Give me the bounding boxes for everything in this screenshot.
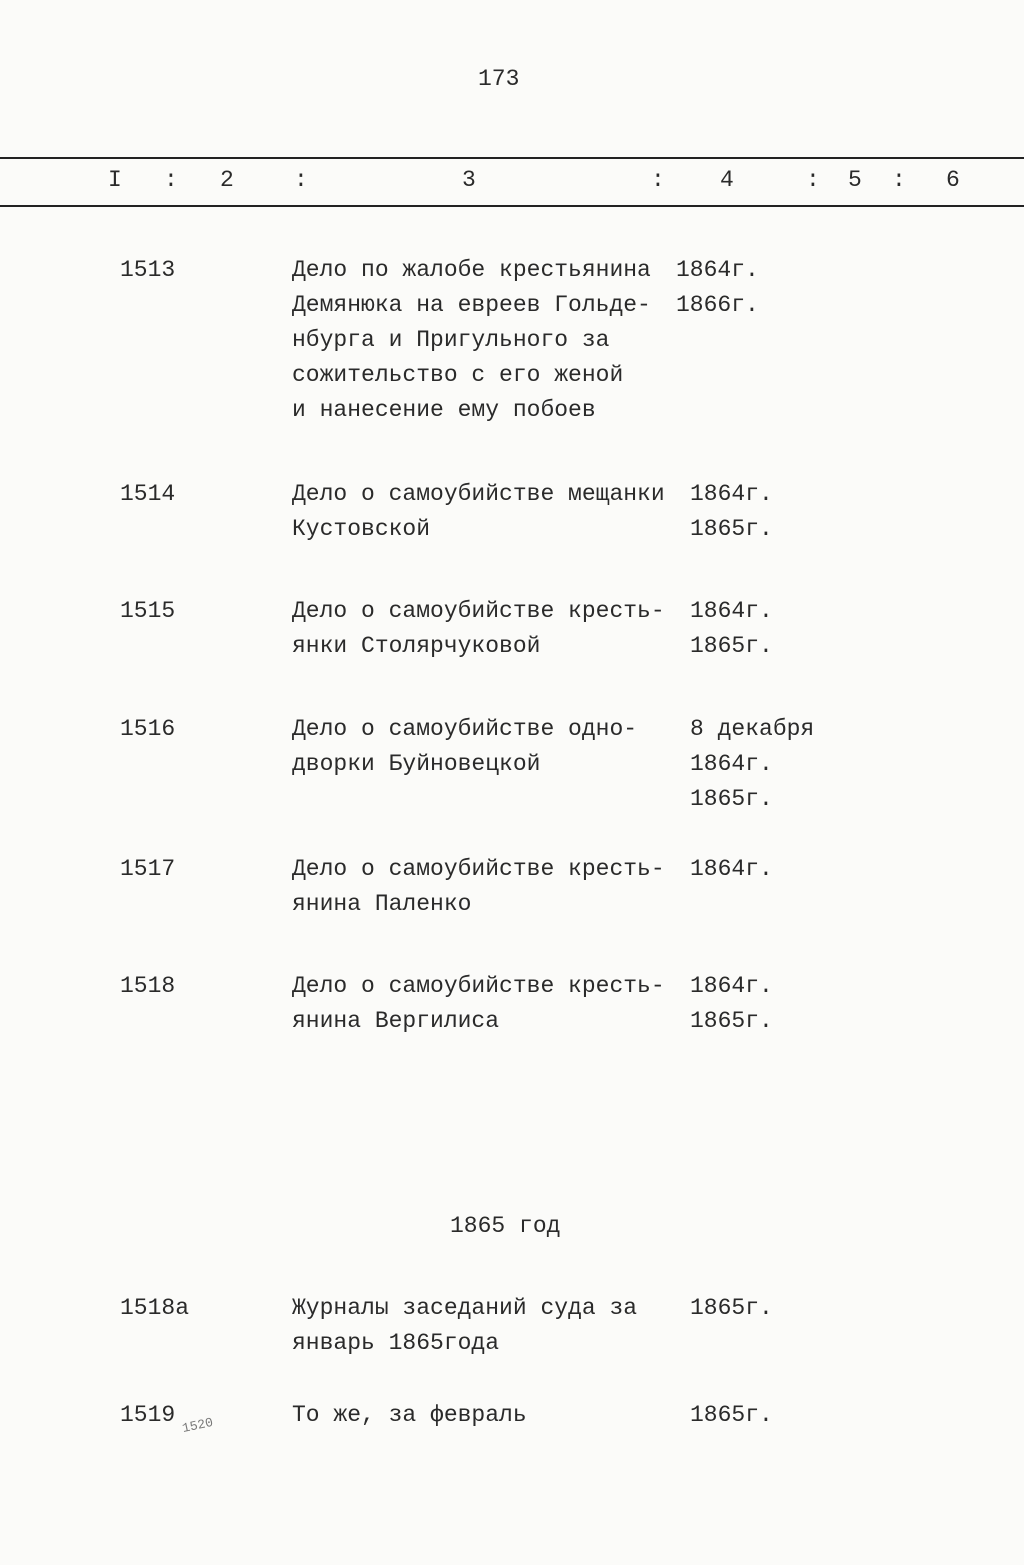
date-line: 1864г. bbox=[676, 257, 759, 283]
col-separator: : bbox=[164, 167, 178, 193]
entry-number: 1519 bbox=[120, 1402, 176, 1428]
entry-description bbox=[292, 1291, 637, 1361]
entry-description bbox=[292, 594, 665, 664]
header-bottom-rule bbox=[0, 205, 1024, 207]
col-header-4: 4 bbox=[720, 167, 734, 193]
section-heading: 1865 год bbox=[450, 1213, 561, 1239]
col-separator: : bbox=[651, 167, 665, 193]
description-line: янки Столярчуковой bbox=[292, 633, 541, 659]
description-line: Дело о самоубийстве кресть- bbox=[292, 973, 665, 999]
entry-dates bbox=[690, 477, 773, 547]
col-separator: : bbox=[294, 167, 308, 193]
entry-number: 1513 bbox=[120, 257, 176, 283]
date-line: 1864г. bbox=[690, 598, 773, 624]
date-line: 1864г. bbox=[690, 751, 773, 777]
description-line: январь 1865года bbox=[292, 1330, 500, 1356]
entry-dates bbox=[690, 1398, 773, 1433]
col-header-3: 3 bbox=[462, 167, 476, 193]
description-line: Демянюка на евреев Гольде- bbox=[292, 292, 651, 318]
description-line: Дело о самоубийстве одно- bbox=[292, 716, 638, 742]
description-line: Журналы заседаний суда за bbox=[292, 1295, 638, 1321]
entry-dates bbox=[690, 594, 773, 664]
description-line: янина Вергилиса bbox=[292, 1008, 500, 1034]
entry-number: 1514 bbox=[120, 481, 176, 507]
entry-description bbox=[292, 1398, 527, 1433]
entry-description bbox=[292, 969, 665, 1039]
col-header-5: 5 bbox=[848, 167, 862, 193]
description-line: Дело о самоубийстве кресть- bbox=[292, 598, 665, 624]
description-line: дворки Буйновецкой bbox=[292, 751, 541, 777]
date-line: 1864г. bbox=[690, 856, 773, 882]
page-number: 173 bbox=[478, 66, 520, 92]
date-line: 1865г. bbox=[690, 1295, 773, 1321]
description-line: янина Паленко bbox=[292, 891, 472, 917]
description-line: сожительство с его женой bbox=[292, 362, 624, 388]
entry-number: 1518а bbox=[120, 1295, 190, 1321]
entry-number: 1515 bbox=[120, 598, 176, 624]
entry-description bbox=[292, 477, 665, 547]
entry-description bbox=[292, 712, 637, 782]
entry-number: 1516 bbox=[120, 716, 176, 742]
date-line: 1865г. bbox=[690, 1402, 773, 1428]
date-line: 1865г. bbox=[690, 633, 773, 659]
date-line: 1866г. bbox=[676, 292, 759, 318]
entry-dates bbox=[690, 969, 773, 1039]
date-line: 1865г. bbox=[690, 1008, 773, 1034]
entry-number: 1518 bbox=[120, 973, 176, 999]
date-line: 1864г. bbox=[690, 973, 773, 999]
handwritten-note: 1520 bbox=[180, 1414, 215, 1437]
col-header-1: I bbox=[108, 167, 122, 193]
entry-dates bbox=[690, 712, 814, 817]
col-separator: : bbox=[806, 167, 820, 193]
col-header-2: 2 bbox=[220, 167, 234, 193]
entry-description bbox=[292, 253, 651, 428]
date-line: 1865г. bbox=[690, 516, 773, 542]
description-line: То же, за февраль bbox=[292, 1402, 527, 1428]
description-line: Дело о самоубийстве мещанки bbox=[292, 481, 665, 507]
date-line: 8 декабря bbox=[690, 716, 815, 742]
entry-number: 1517 bbox=[120, 856, 176, 882]
col-header-6: 6 bbox=[946, 167, 960, 193]
entry-description bbox=[292, 852, 665, 922]
entry-dates bbox=[676, 253, 759, 323]
entry-dates bbox=[690, 1291, 773, 1326]
entry-dates bbox=[690, 852, 773, 887]
description-line: Кустовской bbox=[292, 516, 431, 542]
description-line: Дело по жалобе крестьянина bbox=[292, 257, 651, 283]
description-line: и нанесение ему побоев bbox=[292, 397, 596, 423]
description-line: нбурга и Пригульного за bbox=[292, 327, 610, 353]
col-separator: : bbox=[892, 167, 906, 193]
date-line: 1865г. bbox=[690, 786, 773, 812]
date-line: 1864г. bbox=[690, 481, 773, 507]
description-line: Дело о самоубийстве кресть- bbox=[292, 856, 665, 882]
header-top-rule bbox=[0, 157, 1024, 159]
